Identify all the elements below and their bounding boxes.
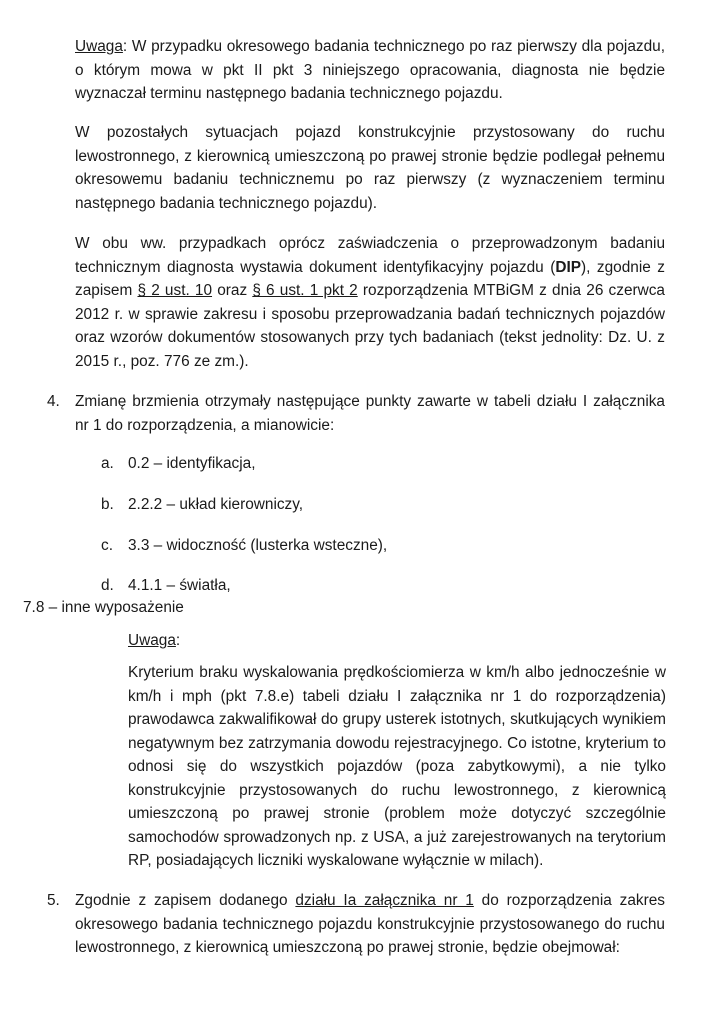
link-dzial-ia-zalacznik-1[interactable]: działu Ia załącznika nr 1	[295, 892, 474, 909]
link-par-2-ust-10[interactable]: § 2 ust. 10	[137, 282, 213, 299]
item-4-number: 4.	[47, 393, 60, 410]
item-5-text-2: do rozporządzenia zakres okresowego badania technicznego pojazdu konstrukcyjnie przystosowanego do ruchu lewostronnego, z kierownicą umieszczoną po prawej stronie, będzie obejmował:	[75, 892, 665, 956]
note-2-text: Kryterium braku wyskalowania prędkościomierza w km/h albo jednocześnie w km/h i mph (pkt 7.8.e) tabeli działu I załącznika nr 1 do rozporządzenia) prawodawca zakwalifikował do grupy usterek istotnych, skutkujących wynikiem negatywnym bez zatrzymania dowodu rejestracyjnego. Co istotne, kryterium to odnosi się do wszystkich pojazdów (poza zabytkowymi), a nie tylko konstrukcyjnie przystosowanych do ruchu lewostronnego, z kierownicą umieszczoną po prawej stronie (problem może dotyczyć szczególnie samochodów sprowadzonych np. z USA, a już zarejestrowanych na terytorium RP, posiadających liczniki wyskalowane wyłącznie w milach).	[128, 664, 666, 869]
item-4-text: Zmianę brzmienia otrzymały następujące punkty zawarte w tabeli działu I załącznika nr 1 do rozporządzenia, a mianowicie:	[75, 393, 665, 434]
item-4-sub-d-letter: d.	[101, 577, 114, 594]
item-5-text-1: Zgodnie z zapisem dodanego	[75, 892, 296, 909]
note-2-colon: :	[175, 632, 181, 649]
both-cases-text-2: ), zgodnie z zapisem	[75, 258, 665, 299]
note-2-heading	[128, 629, 180, 653]
both-cases-text-4: rozporządzenia MTBiGM z dnia 26 czerwca 2012 r. w sprawie zakresu i sposobu przeprowadzania badań technicznych pojazdów oraz wzorów dokumentów stosowanych przy tych badaniach (tekst jednolity: Dz. U. z 2015 r., poz. 776 ze zm.).	[75, 282, 665, 370]
item-4-sub-b-text: 2.2.2 – układ kierowniczy,	[128, 496, 304, 513]
note-1-paragraph	[75, 35, 665, 106]
link-par-6-ust-1-pkt-2[interactable]: § 6 ust. 1 pkt 2	[252, 282, 358, 299]
other-situations-paragraph: W pozostałych sytuacjach pojazd konstrukcyjnie przystosowany do ruchu lewostronnego, z kierownicą umieszczoną po prawej stronie będzie podlegał pełnemu okresowemu badaniu technicznemu po raz pierwszy (z wyznaczeniem terminu następnego badania technicznego pojazdu).	[75, 124, 665, 212]
item-4-sub-b-letter: b.	[101, 496, 114, 513]
both-cases-paragraph	[75, 232, 665, 373]
both-cases-text-3: oraz	[212, 282, 253, 299]
note-1-text: : W przypadku okresowego badania technicznego po raz pierwszy dla pojazdu, o którym mowa w pkt II pkt 3 niniejszego opracowania, diagnosta nie będzie wyznaczał terminu następnego badania technicznego pojazdu.	[75, 38, 665, 102]
item-4-sub-c-text: 3.3 – widoczność (lusterka wsteczne),	[128, 537, 388, 554]
both-cases-text-1: W obu ww. przypadkach oprócz zaświadczenia o przeprowadzonym badaniu technicznym diagnosta wystawia dokument identyfikacyjny pojazdu (	[75, 235, 665, 276]
dip-abbreviation: DIP	[555, 258, 582, 276]
item-4-extra-line: 7.8 – inne wyposażenie	[23, 599, 184, 616]
item-5-number: 5.	[47, 892, 60, 909]
item-4-sub-a-text: 0.2 – identyfikacja,	[128, 455, 256, 472]
note-1-label: Uwaga	[75, 38, 123, 55]
item-4-sub-a-letter: a.	[101, 455, 114, 472]
item-5-text	[75, 889, 665, 960]
item-4-sub-c-letter: c.	[101, 537, 113, 554]
note-2-label: Uwaga	[128, 632, 176, 649]
item-4-sub-d-text: 4.1.1 – światła,	[128, 577, 231, 594]
